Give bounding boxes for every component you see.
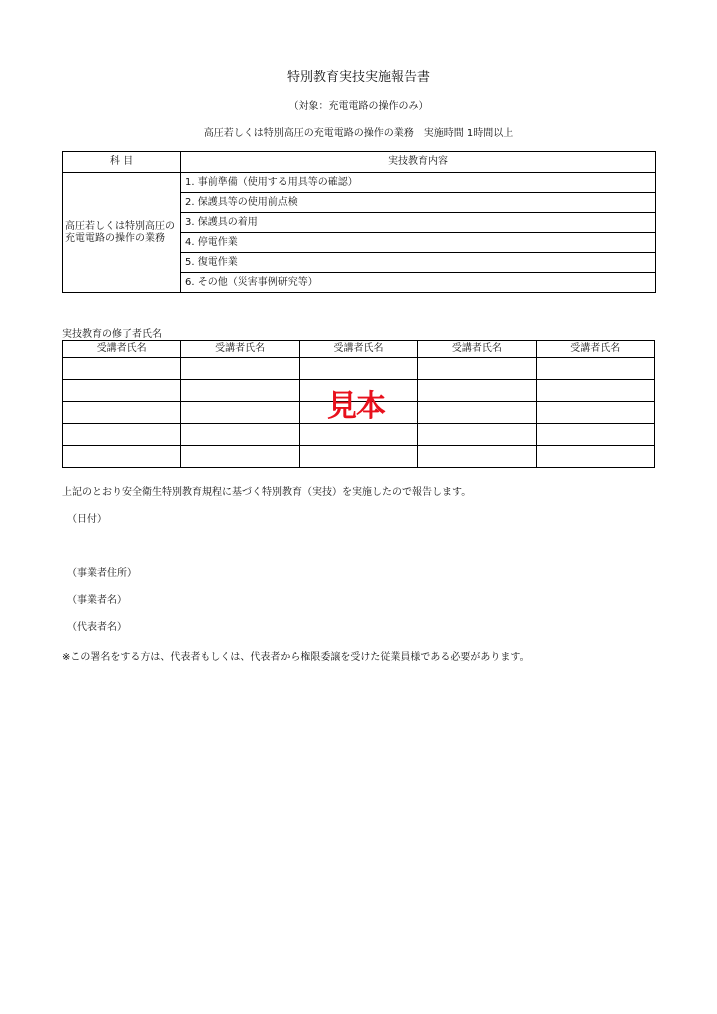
trainees-section-label: 実技教育の修了者氏名 [62,329,162,340]
content-item: 6. その他（災害事例研究等） [181,273,656,293]
trainee-name-header: 受講者氏名 [63,341,181,358]
trainee-name-cell[interactable] [418,358,536,380]
content-header: 実技教育内容 [181,152,656,173]
trainee-name-cell[interactable] [536,424,654,446]
content-item: 2. 保護具等の使用前点検 [181,193,656,213]
trainee-name-cell[interactable] [299,446,417,468]
scope-line: 高圧若しくは特別高圧の充電電路の操作の業務 実施時間 1時間以上 [203,128,514,139]
training-content-table [62,151,656,293]
trainee-name-header: 受講者氏名 [299,341,417,358]
signature-note: ※この署名をする方は、代表者もしくは、代表者から権限委譲を受けた従業員様である必要があります。 [62,652,530,663]
document-subtitle: （対象：充電電路の操作のみ） [288,101,429,112]
trainee-name-cell[interactable] [181,380,299,402]
content-item: 1. 事前準備（使用する用具等の確認） [181,173,656,193]
content-item: 4. 停電作業 [181,233,656,253]
trainee-name-cell[interactable] [418,424,536,446]
trainee-name-cell[interactable] [536,446,654,468]
trainee-name-cell[interactable] [418,380,536,402]
trainee-name-cell[interactable] [299,358,417,380]
trainee-name-cell[interactable] [63,424,181,446]
trainee-name-cell[interactable] [536,402,654,424]
trainee-table-header-row [63,341,655,358]
trainee-name-cell[interactable] [181,358,299,380]
date-field-label: （日付） [67,514,107,525]
document-title: 特別教育実技実施報告書 [286,70,430,85]
trainee-name-cell[interactable] [63,380,181,402]
company-field-label: （事業者名） [67,595,127,606]
representative-field-label: （代表者名） [67,622,127,633]
trainee-row [63,424,655,446]
trainee-name-cell[interactable] [299,424,417,446]
address-field-label: （事業者住所） [67,568,137,579]
content-item: 3. 保護具の着用 [181,213,656,233]
trainee-name-cell[interactable] [63,358,181,380]
subject-cell: 高圧若しくは特別高圧の充電電路の操作の業務 [63,173,181,293]
trainee-name-cell[interactable] [418,446,536,468]
trainee-name-cell[interactable] [181,446,299,468]
trainee-name-cell[interactable] [181,402,299,424]
trainee-name-header: 受講者氏名 [181,341,299,358]
trainee-name-cell[interactable] [418,402,536,424]
trainee-name-cell[interactable] [536,358,654,380]
content-table-header-row [63,152,656,173]
report-statement: 上記のとおり安全衛生特別教育規程に基づく特別教育（実技）を実施したので報告します。 [62,487,472,498]
trainee-name-header: 受講者氏名 [418,341,536,358]
trainee-name-cell[interactable] [63,402,181,424]
trainee-name-header: 受講者氏名 [536,341,654,358]
trainee-row [63,358,655,380]
trainee-name-cell[interactable] [536,380,654,402]
sample-stamp: 見本 [327,389,385,424]
subject-header: 科 目 [63,152,181,173]
content-item: 5. 復電作業 [181,253,656,273]
trainee-row [63,446,655,468]
content-row [63,173,656,193]
trainee-name-cell[interactable] [181,424,299,446]
trainee-name-cell[interactable] [63,446,181,468]
